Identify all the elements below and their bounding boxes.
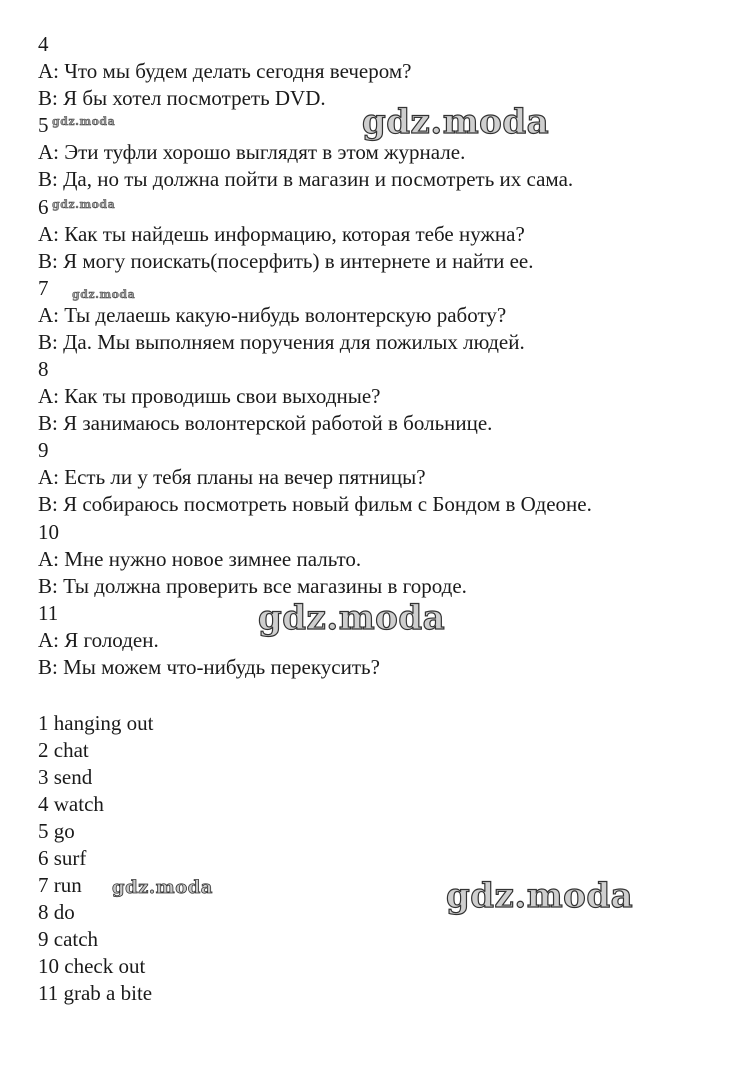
dialogue-line-a: A: Как ты найдешь информацию, которая тебе нужна? (38, 222, 525, 246)
dialogue-number: 5 (38, 113, 49, 137)
watermark: gdz.moda (446, 876, 634, 916)
dialogue-line-b: B: Да. Мы выполняем поручения для пожилых людей. (38, 330, 525, 354)
watermark-small: gdz.moda (52, 198, 116, 211)
dialogue-line-b: B: Я собираюсь посмотреть новый фильм с Бондом в Одеоне. (38, 492, 592, 516)
dialogue-line-b: B: Да, но ты должна пойти в магазин и посмотреть их сама. (38, 167, 574, 191)
dialogue-line-b: B: Мы можем что-нибудь перекусить? (38, 655, 380, 679)
dialogue-line-a: A: Что мы будем делать сегодня вечером? (38, 59, 412, 83)
answer-item: 2 chat (38, 738, 89, 762)
dialogue-line-a: A: Я голоден. (38, 628, 159, 652)
watermark-small: gdz.moda (72, 288, 136, 301)
dialogue-number: 11 (38, 601, 59, 625)
watermark-small: gdz.moda (52, 115, 116, 128)
watermark: gdz.moda (362, 102, 550, 142)
dialogue-line-a: A: Эти туфли хорошо выглядят в этом журнале. (38, 140, 466, 164)
dialogue-line-b: B: Я занимаюсь волонтерской работой в больнице. (38, 411, 493, 435)
dialogue-line-b: B: Ты должна проверить все магазины в городе. (38, 574, 467, 598)
answer-item: 11 grab a bite (38, 981, 153, 1005)
answer-item: 4 watch (38, 792, 104, 816)
dialogue-number: 4 (38, 32, 49, 56)
answer-item: 7 run (38, 873, 82, 897)
dialogue-number: 8 (38, 357, 49, 381)
dialogue-number: 6 (38, 195, 49, 219)
dialogue-line-a: A: Как ты проводишь свои выходные? (38, 384, 381, 408)
dialogue-number: 7 (38, 276, 49, 300)
watermark-small: gdz.moda (112, 877, 213, 898)
dialogue-line-a: A: Мне нужно новое зимнее пальто. (38, 547, 362, 571)
answer-item: 1 hanging out (38, 711, 154, 735)
answer-item: 3 send (38, 765, 93, 789)
answer-item: 5 go (38, 819, 75, 843)
dialogue-line-a: A: Ты делаешь какую-нибудь волонтерскую работу? (38, 303, 507, 327)
dialogue-number: 9 (38, 438, 49, 462)
watermark: gdz.moda (258, 598, 446, 638)
answer-item: 8 do (38, 900, 75, 924)
answer-item: 10 check out (38, 954, 146, 978)
answer-item: 6 surf (38, 846, 87, 870)
dialogue-line-a: A: Есть ли у тебя планы на вечер пятницы? (38, 465, 426, 489)
dialogue-line-b: B: Я бы хотел посмотреть DVD. (38, 86, 326, 110)
answer-item: 9 catch (38, 927, 99, 951)
dialogue-line-b: B: Я могу поискать(посерфить) в интернете и найти ее. (38, 249, 534, 273)
dialogue-number: 10 (38, 520, 59, 544)
